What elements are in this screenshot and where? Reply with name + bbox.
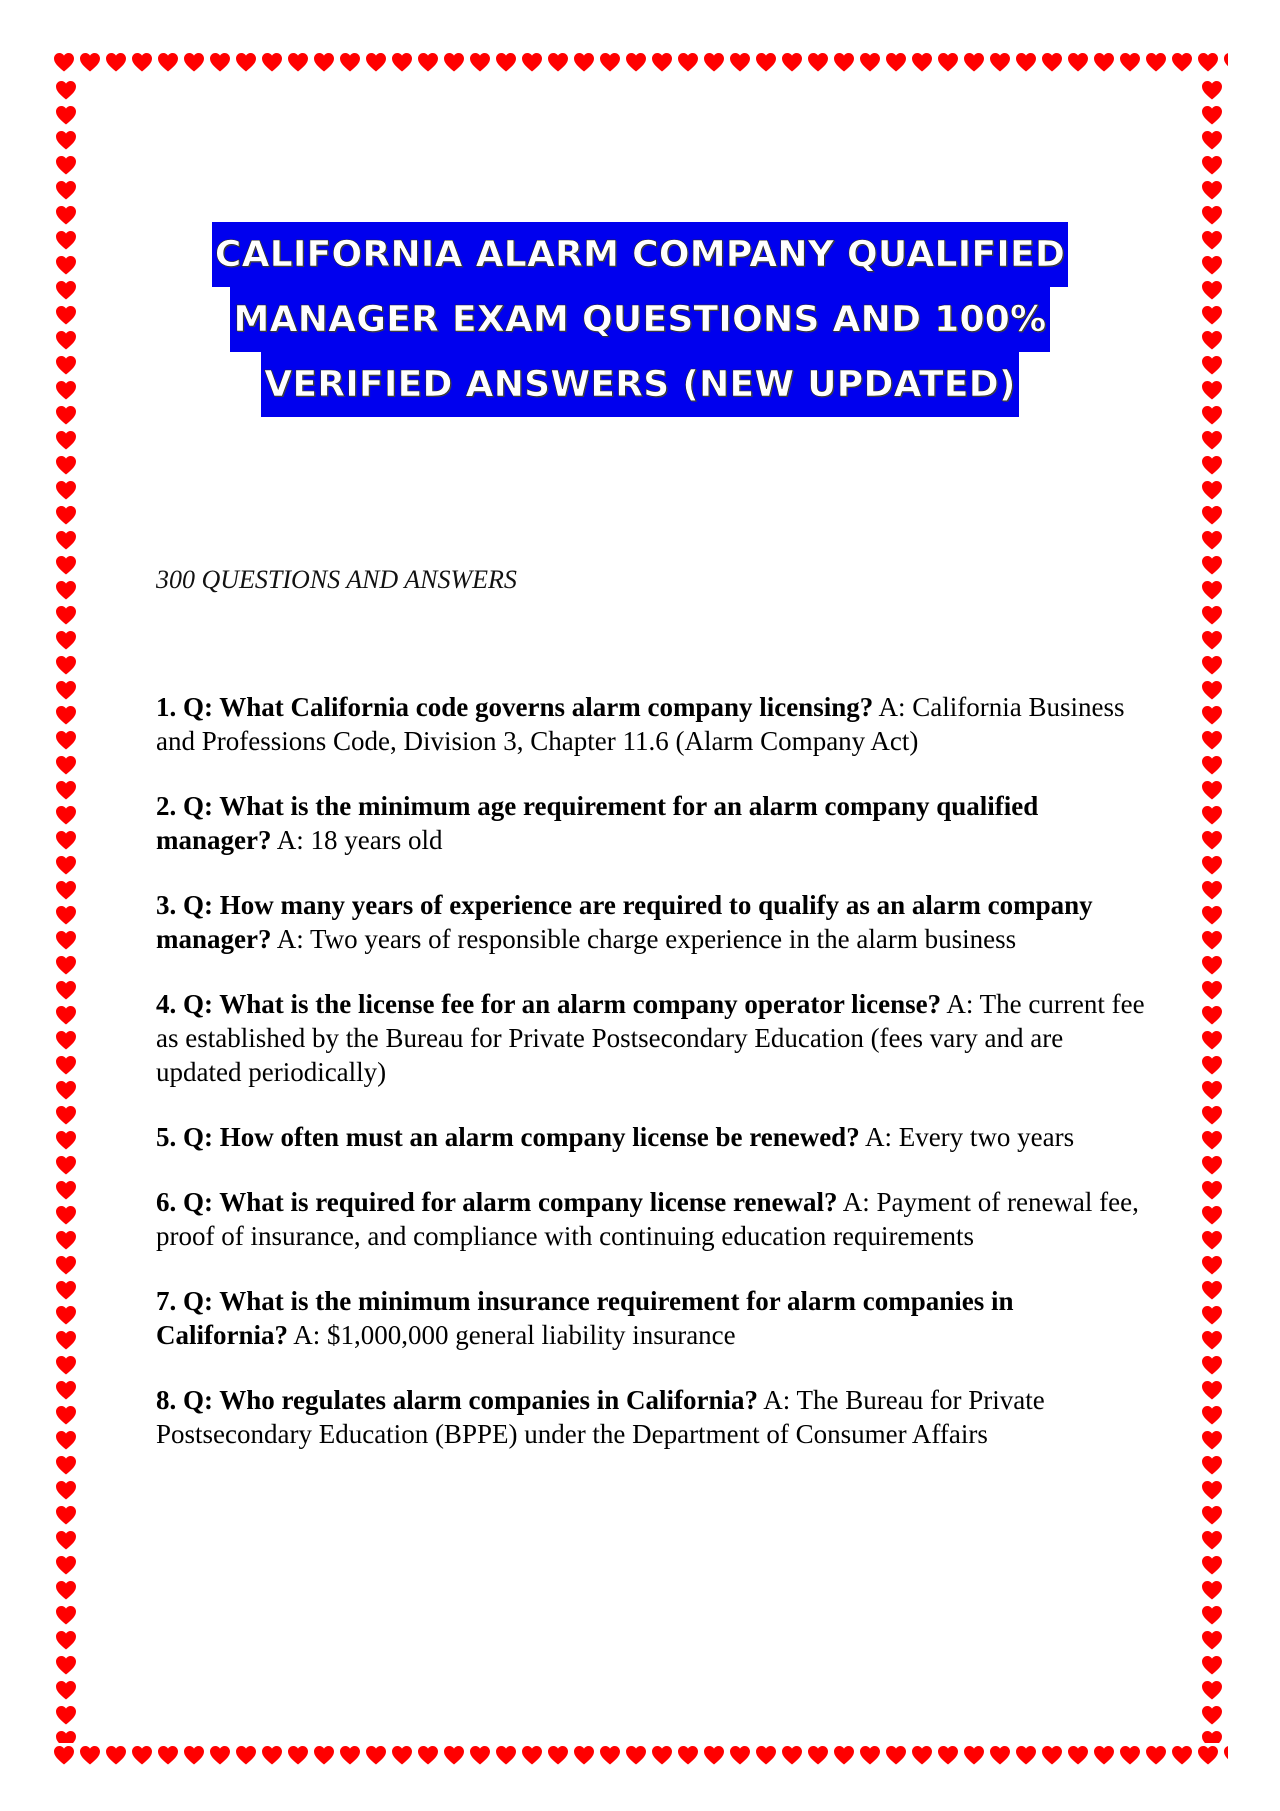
heart-icon (54, 1128, 78, 1152)
heart-icon (1196, 1743, 1220, 1767)
heart-icon (1200, 1228, 1224, 1252)
heart-icon (598, 50, 622, 74)
answer-text: A: Every two years (864, 1122, 1075, 1152)
heart-icon (260, 1743, 284, 1767)
qa-item (156, 1185, 1146, 1253)
heart-icon (650, 50, 674, 74)
heart-icon (832, 50, 856, 74)
heart-icon (1200, 353, 1224, 377)
heart-icon (1200, 578, 1224, 602)
heart-icon (468, 50, 492, 74)
heart-icon (1200, 728, 1224, 752)
heart-icon (988, 50, 1012, 74)
question-text: 2. Q: What is the minimum age requirement for an alarm company qualified manager? (156, 791, 1039, 855)
heart-icon (54, 1178, 78, 1202)
heart-icon (54, 353, 78, 377)
heart-icon (1200, 253, 1224, 277)
heart-icon (728, 1743, 752, 1767)
heart-icon (54, 1203, 78, 1227)
heart-icon (1196, 50, 1220, 74)
heart-icon (936, 50, 960, 74)
heart-icon (884, 50, 908, 74)
heart-icon (1066, 50, 1090, 74)
heart-icon (208, 1743, 232, 1767)
heart-icon (1200, 1503, 1224, 1527)
qa-item (156, 1284, 1146, 1352)
heart-icon (1222, 50, 1228, 74)
heart-icon (54, 1678, 78, 1702)
heart-icon (54, 553, 78, 577)
answer-text: A: $1,000,000 general liability insurance (293, 1320, 736, 1350)
heart-icon (364, 1743, 388, 1767)
heart-icon (54, 1478, 78, 1502)
heart-icon (1222, 1743, 1228, 1767)
heart-icon (546, 50, 570, 74)
title-line-3: VERIFIED ANSWERS (NEW UPDATED) (261, 352, 1018, 417)
heart-icon (520, 1743, 544, 1767)
heart-icon (1200, 1603, 1224, 1627)
heart-icon (1200, 1403, 1224, 1427)
heart-icon (1200, 1553, 1224, 1577)
heart-icon (1170, 50, 1194, 74)
heart-icon (1200, 1128, 1224, 1152)
heart-icon (54, 228, 78, 252)
heart-icon (416, 50, 440, 74)
heart-icon (54, 1378, 78, 1402)
heart-icon (1200, 453, 1224, 477)
heart-icon (1200, 653, 1224, 677)
heart-icon (54, 1553, 78, 1577)
heart-icon (54, 453, 78, 477)
qa-item (156, 987, 1146, 1089)
heart-icon (1144, 1743, 1168, 1767)
heart-icon (1200, 603, 1224, 627)
heart-icon (54, 803, 78, 827)
heart-icon (806, 1743, 830, 1767)
heart-icon (338, 50, 362, 74)
title-line-1: CALIFORNIA ALARM COMPANY QUALIFIED (212, 222, 1068, 287)
heart-icon (1200, 1728, 1224, 1743)
heart-icon (1200, 428, 1224, 452)
answer-text: A: California Business and Professions Code, Division 3, Chapter 11.6 (Alarm Company Act) (156, 692, 1125, 756)
heart-icon (1092, 1743, 1116, 1767)
heart-icon (54, 1353, 78, 1377)
heart-icon (286, 1743, 310, 1767)
heart-icon (54, 1503, 78, 1527)
heart-icon (104, 1743, 128, 1767)
heart-icon (1200, 1203, 1224, 1227)
heart-icon (1118, 1743, 1142, 1767)
heart-icon (1200, 328, 1224, 352)
heart-icon (780, 50, 804, 74)
heart-icon (130, 1743, 154, 1767)
heart-icon (78, 50, 102, 74)
heart-icon (54, 728, 78, 752)
heart-icon (1200, 978, 1224, 1002)
heart-icon (1200, 1178, 1224, 1202)
heart-icon (1200, 1328, 1224, 1352)
heart-icon (54, 1528, 78, 1552)
heart-icon (182, 1743, 206, 1767)
heart-icon (54, 603, 78, 627)
heart-icon (54, 303, 78, 327)
heart-icon (624, 50, 648, 74)
qa-item (156, 789, 1146, 857)
heart-icon (54, 853, 78, 877)
heart-icon (54, 703, 78, 727)
heart-icon (650, 1743, 674, 1767)
heart-icon (910, 50, 934, 74)
heart-icon (728, 50, 752, 74)
heart-icon (1200, 553, 1224, 577)
heart-icon (780, 1743, 804, 1767)
heart-icon (54, 503, 78, 527)
question-text: 5. Q: How often must an alarm company license be renewed? (156, 1122, 860, 1152)
heart-icon (54, 1603, 78, 1627)
heart-icon (1200, 778, 1224, 802)
heart-icon (54, 1003, 78, 1027)
heart-icon (54, 1728, 78, 1743)
question-text: 3. Q: How many years of experience are required to qualify as an alarm company manager? (156, 890, 1093, 954)
heart-icon (1200, 503, 1224, 527)
heart-border-left (54, 78, 82, 1743)
heart-icon (832, 1743, 856, 1767)
heart-icon (1200, 1378, 1224, 1402)
heart-icon (1200, 678, 1224, 702)
heart-icon (1200, 853, 1224, 877)
heart-icon (390, 50, 414, 74)
heart-icon (1144, 50, 1168, 74)
heart-icon (312, 50, 336, 74)
heart-icon (260, 50, 284, 74)
heart-icon (1200, 153, 1224, 177)
heart-icon (54, 1328, 78, 1352)
answer-text: A: The Bureau for Private Postsecondary Education (BPPE) under the Department of Consumer Affairs (156, 1385, 1045, 1449)
heart-icon (1200, 1028, 1224, 1052)
heart-icon (936, 1743, 960, 1767)
heart-icon (1014, 1743, 1038, 1767)
heart-icon (54, 1628, 78, 1652)
heart-icon (1200, 1278, 1224, 1302)
heart-icon (54, 753, 78, 777)
heart-icon (54, 1253, 78, 1277)
heart-icon (572, 50, 596, 74)
heart-icon (910, 1743, 934, 1767)
heart-icon (208, 50, 232, 74)
heart-icon (1170, 1743, 1194, 1767)
heart-border-right (1200, 78, 1228, 1743)
heart-icon (468, 1743, 492, 1767)
heart-icon (1014, 50, 1038, 74)
heart-icon (1200, 878, 1224, 902)
answer-text: A: Two years of responsible charge experience in the alarm business (276, 924, 1017, 954)
heart-icon (54, 653, 78, 677)
heart-icon (234, 1743, 258, 1767)
heart-icon (1200, 1153, 1224, 1177)
heart-icon (1200, 528, 1224, 552)
heart-icon (54, 1653, 78, 1677)
heart-icon (1200, 953, 1224, 977)
heart-icon (54, 1578, 78, 1602)
heart-icon (1200, 1103, 1224, 1127)
heart-icon (1200, 753, 1224, 777)
heart-icon (1200, 478, 1224, 502)
heart-icon (1200, 1653, 1224, 1677)
heart-icon (54, 403, 78, 427)
qa-item (156, 1120, 1146, 1154)
heart-icon (494, 50, 518, 74)
heart-icon (54, 878, 78, 902)
heart-icon (54, 1403, 78, 1427)
heart-icon (1200, 628, 1224, 652)
heart-icon (338, 1743, 362, 1767)
heart-icon (1200, 1678, 1224, 1702)
heart-icon (182, 50, 206, 74)
heart-icon (156, 50, 180, 74)
heart-icon (54, 203, 78, 227)
heart-icon (54, 328, 78, 352)
heart-icon (1200, 378, 1224, 402)
heart-icon (1200, 803, 1224, 827)
heart-icon (364, 50, 388, 74)
heart-icon (54, 378, 78, 402)
heart-icon (54, 128, 78, 152)
heart-icon (520, 50, 544, 74)
heart-icon (1200, 278, 1224, 302)
heart-icon (1200, 128, 1224, 152)
heart-icon (988, 1743, 1012, 1767)
heart-icon (1200, 1453, 1224, 1477)
heart-icon (1200, 203, 1224, 227)
qa-item (156, 690, 1146, 758)
heart-icon (546, 1743, 570, 1767)
heart-icon (54, 178, 78, 202)
heart-icon (104, 50, 128, 74)
heart-icon (806, 50, 830, 74)
heart-icon (1200, 828, 1224, 852)
heart-icon (54, 1078, 78, 1102)
heart-icon (702, 1743, 726, 1767)
heart-icon (598, 1743, 622, 1767)
heart-icon (78, 1743, 102, 1767)
heart-icon (54, 578, 78, 602)
answer-text: A: The current fee as established by the Bureau for Private Postsecondary Education (fees vary and are updated periodically) (156, 989, 1145, 1087)
heart-icon (1200, 1353, 1224, 1377)
heart-icon (676, 1743, 700, 1767)
heart-icon (54, 953, 78, 977)
heart-icon (442, 1743, 466, 1767)
heart-icon (54, 528, 78, 552)
heart-icon (54, 628, 78, 652)
heart-icon (54, 678, 78, 702)
heart-icon (54, 1428, 78, 1452)
heart-icon (884, 1743, 908, 1767)
heart-icon (1200, 1053, 1224, 1077)
heart-icon (54, 1228, 78, 1252)
heart-icon (1200, 103, 1224, 127)
heart-icon (54, 1103, 78, 1127)
heart-icon (54, 153, 78, 177)
heart-icon (1200, 1528, 1224, 1552)
heart-icon (754, 1743, 778, 1767)
heart-border-top (52, 50, 1228, 78)
heart-icon (1200, 78, 1224, 102)
heart-icon (54, 828, 78, 852)
heart-icon (1200, 178, 1224, 202)
heart-icon (54, 1703, 78, 1727)
heart-icon (624, 1743, 648, 1767)
heart-icon (54, 278, 78, 302)
heart-icon (1200, 1478, 1224, 1502)
heart-icon (1200, 1078, 1224, 1102)
heart-icon (52, 1743, 76, 1767)
document-title (150, 222, 1130, 417)
heart-icon (54, 1153, 78, 1177)
heart-icon (416, 1743, 440, 1767)
heart-icon (156, 1743, 180, 1767)
heart-icon (702, 50, 726, 74)
heart-icon (54, 1303, 78, 1327)
question-text: 8. Q: Who regulates alarm companies in California? (156, 1385, 758, 1415)
heart-icon (1200, 1428, 1224, 1452)
heart-icon (1200, 903, 1224, 927)
heart-icon (54, 103, 78, 127)
heart-icon (54, 253, 78, 277)
heart-icon (858, 50, 882, 74)
heart-icon (54, 478, 78, 502)
heart-icon (52, 50, 76, 74)
heart-icon (54, 1278, 78, 1302)
qa-item (156, 1383, 1146, 1451)
heart-icon (312, 1743, 336, 1767)
heart-icon (1200, 303, 1224, 327)
heart-icon (54, 928, 78, 952)
heart-icon (962, 50, 986, 74)
heart-icon (572, 1743, 596, 1767)
heart-icon (1200, 703, 1224, 727)
heart-icon (54, 1053, 78, 1077)
heart-icon (54, 428, 78, 452)
heart-icon (234, 50, 258, 74)
heart-icon (754, 50, 778, 74)
heart-icon (1200, 1003, 1224, 1027)
heart-icon (1200, 403, 1224, 427)
heart-icon (54, 1028, 78, 1052)
heart-icon (390, 1743, 414, 1767)
heart-border-bottom (52, 1743, 1228, 1771)
question-text: 7. Q: What is the minimum insurance requirement for alarm companies in California? (156, 1286, 1014, 1350)
heart-icon (1200, 228, 1224, 252)
question-text: 1. Q: What California code governs alarm company licensing? (156, 692, 874, 722)
heart-icon (1118, 50, 1142, 74)
document-subtitle: 300 QUESTIONS AND ANSWERS (156, 565, 517, 594)
qa-item (156, 888, 1146, 956)
heart-icon (494, 1743, 518, 1767)
heart-icon (54, 903, 78, 927)
question-text: 6. Q: What is required for alarm company license renewal? (156, 1187, 838, 1217)
question-text: 4. Q: What is the license fee for an alarm company operator license? (156, 989, 942, 1019)
heart-icon (1200, 1578, 1224, 1602)
heart-icon (54, 778, 78, 802)
answer-text: A: Payment of renewal fee, proof of insurance, and compliance with continuing education requirements (156, 1187, 1139, 1251)
heart-icon (1040, 1743, 1064, 1767)
title-line-2: MANAGER EXAM QUESTIONS AND 100% (230, 287, 1049, 352)
heart-icon (676, 50, 700, 74)
heart-icon (1040, 50, 1064, 74)
heart-icon (54, 78, 78, 102)
heart-icon (1066, 1743, 1090, 1767)
heart-icon (54, 978, 78, 1002)
heart-icon (1092, 50, 1116, 74)
heart-icon (858, 1743, 882, 1767)
heart-icon (962, 1743, 986, 1767)
heart-icon (1200, 1628, 1224, 1652)
qa-list (156, 690, 1146, 1482)
heart-icon (130, 50, 154, 74)
heart-icon (54, 1453, 78, 1477)
answer-text: A: 18 years old (276, 825, 443, 855)
heart-icon (1200, 1303, 1224, 1327)
heart-icon (1200, 1253, 1224, 1277)
heart-icon (1200, 928, 1224, 952)
heart-icon (442, 50, 466, 74)
heart-icon (1200, 1703, 1224, 1727)
heart-icon (286, 50, 310, 74)
